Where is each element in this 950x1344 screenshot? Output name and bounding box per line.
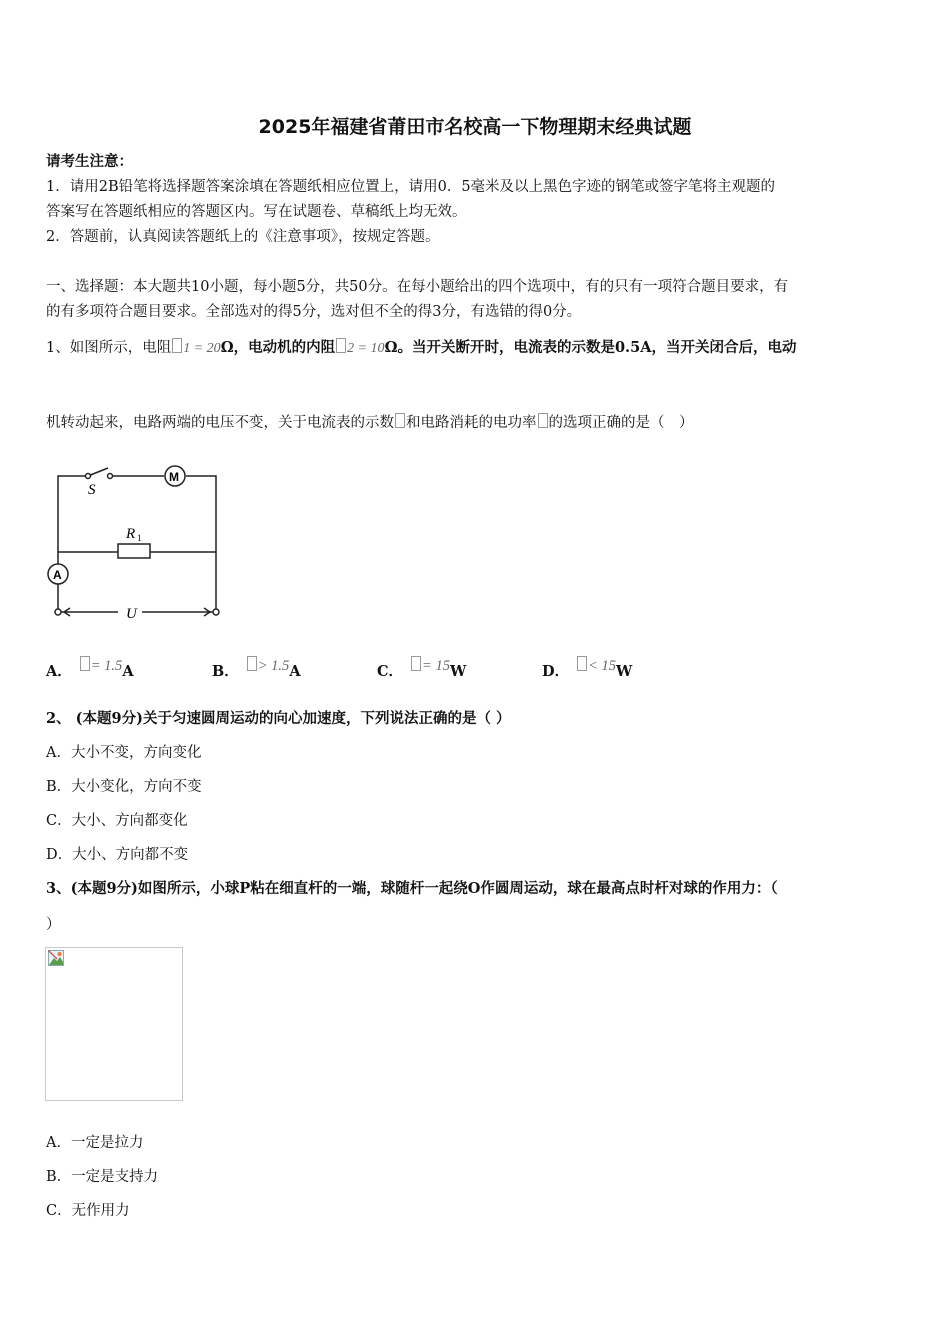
q2-stem: 2、 (本题9分)关于匀速圆周运动的向心加速度，下列说法正确的是（ ） bbox=[46, 710, 511, 727]
circuit-ammeter-label: A bbox=[53, 568, 62, 582]
q1-option-d-unit: W bbox=[616, 663, 633, 680]
broken-image-icon bbox=[48, 950, 64, 966]
q1-option-d-label: D． bbox=[542, 663, 570, 680]
q1-option-c-math: = 15 bbox=[422, 658, 450, 674]
circuit-switch-label: S bbox=[88, 482, 96, 498]
q1-text-2: Ω，电动机的内阻 bbox=[220, 339, 336, 356]
notice-item-1a: 1．请用2B铅笔将选择题答案涂填在答题纸相应位置上，请用0．5毫米及以上黑色字迹的钢笔或签字笔将主观题的 bbox=[46, 179, 776, 195]
q1-option-b-math: > 1.5 bbox=[257, 658, 290, 674]
q1-option-c[interactable] bbox=[377, 660, 466, 681]
notice-item-2: 2．答题前，认真阅读答题纸上的《注意事项》，按规定答题。 bbox=[46, 229, 440, 245]
page-title: 2025年福建省莆田市名校高一下物理期末经典试题 bbox=[258, 116, 692, 138]
notice-item-1b: 答案写在答题纸相应的答题区内。写在试题卷、草稿纸上均无效。 bbox=[46, 204, 467, 220]
q1-option-a-math: = 1.5 bbox=[90, 658, 123, 674]
circuit-resistor-sub: 1 bbox=[137, 533, 142, 543]
q1-option-b-label: B． bbox=[212, 663, 239, 680]
circuit-resistor-label: R bbox=[126, 526, 136, 542]
q1-r1-math: 1 = 20 bbox=[183, 341, 221, 356]
q2-option-c[interactable]: C．大小、方向都变化 bbox=[46, 813, 188, 829]
notice-heading: 请考生注意： bbox=[46, 153, 133, 170]
q1-text-6: 的选项正确的是（ ） bbox=[548, 415, 694, 431]
q2-option-b[interactable]: B．大小变化，方向不变 bbox=[46, 779, 202, 795]
q2-option-a[interactable]: A．大小不变，方向变化 bbox=[46, 745, 202, 761]
q3-figure-placeholder bbox=[45, 947, 183, 1101]
q3-option-a[interactable]: A．一定是拉力 bbox=[46, 1135, 144, 1151]
q1-option-b[interactable] bbox=[212, 660, 301, 681]
q1-text-5: 和电路消耗的电功率 bbox=[406, 415, 537, 431]
q3-option-b[interactable]: B．一定是支持力 bbox=[46, 1169, 159, 1185]
missing-glyph-icon bbox=[247, 656, 257, 671]
section-heading-a: 一、选择题：本大题共10小题，每小题5分，共50分。在每小题给出的四个选项中，有的只有一项符合题目要求，有 bbox=[46, 279, 789, 295]
q1-stem-line2 bbox=[46, 413, 694, 433]
q1-text-4: 机转动起来，电路两端的电压不变，关于电流表的示数 bbox=[46, 415, 394, 431]
q1-text-1: 1、如图所示，电阻 bbox=[46, 340, 172, 356]
q1-circuit-diagram bbox=[44, 462, 224, 630]
q3-option-c[interactable]: C．无作用力 bbox=[46, 1203, 130, 1219]
q1-option-b-unit: A bbox=[289, 663, 301, 680]
q2-option-d[interactable]: D．大小、方向都不变 bbox=[46, 847, 189, 863]
q1-option-d-math: < 15 bbox=[588, 658, 616, 674]
q1-text-3: Ω。当开关断开时，电流表的示数是0.5A，当开关闭合后，电动 bbox=[384, 339, 797, 356]
q1-option-c-unit: W bbox=[449, 663, 467, 680]
q3-stem-a: 3、(本题9分)如图所示，小球P粘在细直杆的一端，球随杆一起绕O作圆周运动，球在最高点时杆对球的作用力：（ bbox=[46, 880, 778, 897]
circuit-motor-label: M bbox=[169, 470, 179, 484]
q1-r2-math: 2 = 10 bbox=[347, 341, 385, 356]
missing-glyph-icon bbox=[577, 656, 587, 671]
q1-option-c-label: C． bbox=[377, 663, 404, 680]
section-heading-b: 的有多项符合题目要求。全部选对的得5分，选对但不全的得3分，有选错的得0分。 bbox=[46, 304, 582, 320]
q3-stem-b: ） bbox=[46, 917, 61, 933]
q1-option-a-label: A． bbox=[46, 663, 72, 680]
missing-glyph-icon bbox=[411, 656, 421, 671]
q1-option-a-unit: A bbox=[122, 663, 134, 680]
missing-glyph-icon bbox=[80, 656, 90, 671]
missing-glyph-icon bbox=[172, 338, 182, 353]
missing-glyph-icon bbox=[538, 413, 548, 428]
missing-glyph-icon bbox=[336, 338, 346, 353]
q1-option-d[interactable] bbox=[542, 660, 632, 681]
q1-option-a[interactable] bbox=[46, 660, 134, 681]
circuit-voltage-label: U bbox=[126, 606, 137, 622]
q1-stem-line1 bbox=[46, 338, 796, 359]
missing-glyph-icon bbox=[395, 413, 405, 428]
